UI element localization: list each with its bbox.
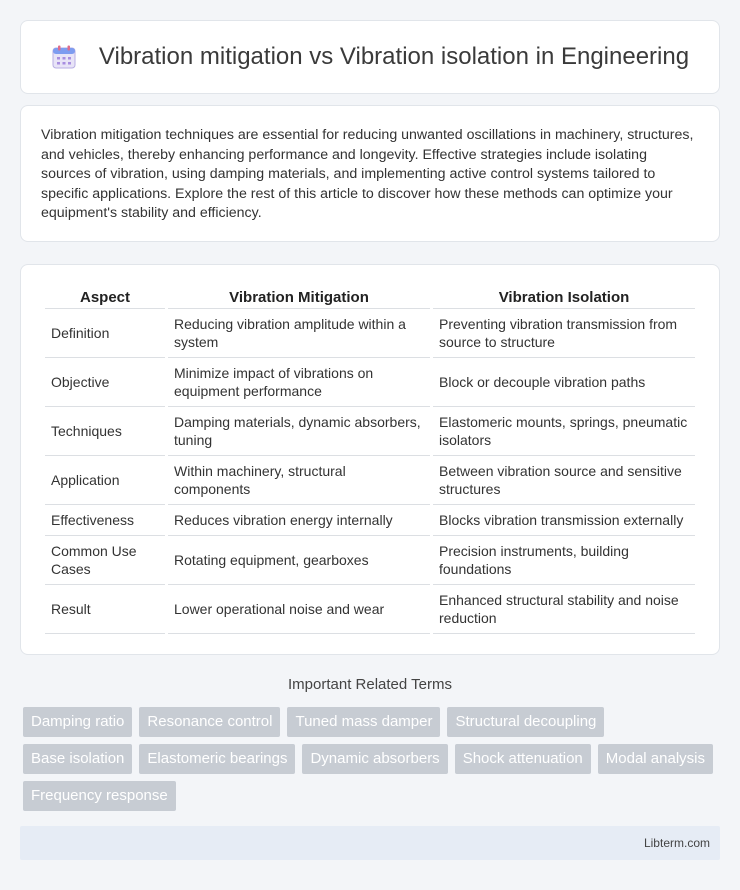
cell-aspect: Common Use Cases <box>45 536 165 585</box>
tag-shock-attenuation[interactable]: Shock attenuation <box>455 744 591 774</box>
cell-mitigation: Damping materials, dynamic absorbers, tuning <box>168 407 430 456</box>
related-terms-title: Important Related Terms <box>288 676 452 693</box>
related-terms-tags <box>23 707 723 818</box>
cell-isolation: Blocks vibration transmission externally <box>433 505 695 536</box>
cell-aspect: Effectiveness <box>45 505 165 536</box>
table-row <box>45 585 695 634</box>
tag-tuned-mass-damper[interactable]: Tuned mass damper <box>287 707 440 737</box>
comparison-table-card <box>20 264 720 655</box>
cell-mitigation: Minimize impact of vibrations on equipment performance <box>168 358 430 407</box>
footer-site-link[interactable]: Libterm.com <box>643 836 710 850</box>
header-vibration-mitigation: Vibration Mitigation <box>168 285 430 309</box>
cell-aspect: Application <box>45 456 165 505</box>
cell-isolation: Between vibration source and sensitive structures <box>433 456 695 505</box>
table-header-row <box>45 285 695 309</box>
table-row <box>45 358 695 407</box>
tag-frequency-response[interactable]: Frequency response <box>23 781 176 811</box>
cell-isolation: Precision instruments, building foundations <box>433 536 695 585</box>
cell-aspect: Objective <box>45 358 165 407</box>
header-card <box>20 20 720 94</box>
cell-mitigation: Rotating equipment, gearboxes <box>168 536 430 585</box>
cell-aspect: Techniques <box>45 407 165 456</box>
cell-isolation: Preventing vibration transmission from source to structure <box>433 309 695 358</box>
comparison-table <box>42 285 698 634</box>
tag-elastomeric-bearings[interactable]: Elastomeric bearings <box>139 744 295 774</box>
cell-isolation: Elastomeric mounts, springs, pneumatic isolators <box>433 407 695 456</box>
table-row <box>45 456 695 505</box>
page-title: Vibration mitigation vs Vibration isolation in Engineering <box>98 43 690 70</box>
cell-mitigation: Reduces vibration energy internally <box>168 505 430 536</box>
table-row <box>45 536 695 585</box>
table-row <box>45 309 695 358</box>
tag-modal-analysis[interactable]: Modal analysis <box>598 744 713 774</box>
intro-paragraph: Vibration mitigation techniques are essential for reducing unwanted oscillations in machinery, structures, and vehicles, thereby enhancing performance and longevity. Effective strategies include isolating sources of vibration, using damping materials, and implementing active control systems tailored to specific applications. Explore the rest of this article to discover how these methods can optimize your equipment's stability and efficiency. <box>41 127 694 221</box>
cell-isolation: Block or decouple vibration paths <box>433 358 695 407</box>
cell-aspect: Definition <box>45 309 165 358</box>
tag-resonance-control[interactable]: Resonance control <box>139 707 280 737</box>
tag-dynamic-absorbers[interactable]: Dynamic absorbers <box>302 744 447 774</box>
table-row <box>45 505 695 536</box>
cell-mitigation: Lower operational noise and wear <box>168 585 430 634</box>
calendar-icon <box>51 44 77 70</box>
footer <box>20 826 720 860</box>
cell-mitigation: Within machinery, structural components <box>168 456 430 505</box>
cell-aspect: Result <box>45 585 165 634</box>
cell-mitigation: Reducing vibration amplitude within a system <box>168 309 430 358</box>
tag-base-isolation[interactable]: Base isolation <box>23 744 132 774</box>
header-vibration-isolation: Vibration Isolation <box>433 285 695 309</box>
tag-damping-ratio[interactable]: Damping ratio <box>23 707 132 737</box>
header-aspect: Aspect <box>45 285 165 309</box>
tag-structural-decoupling[interactable]: Structural decoupling <box>447 707 604 737</box>
table-row <box>45 407 695 456</box>
intro-card <box>20 105 720 242</box>
cell-isolation: Enhanced structural stability and noise reduction <box>433 585 695 634</box>
